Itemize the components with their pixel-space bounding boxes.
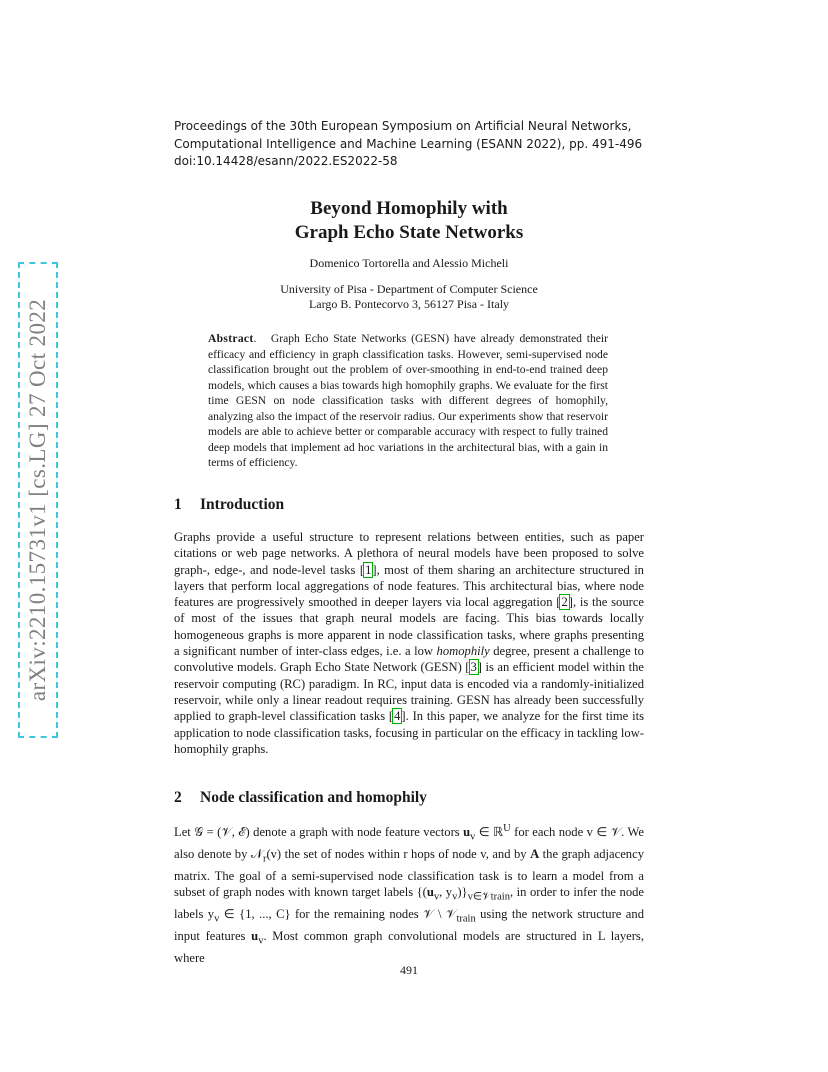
text-run: ∈ {1, ..., C} for the remaining nodes 𝒱 \ 𝒱 — [219, 906, 457, 921]
math-subscript: v — [258, 935, 264, 947]
math-subscript: v — [470, 831, 476, 843]
emphasis: homophily — [436, 644, 490, 659]
math-subscript: train — [456, 913, 476, 925]
text-run: the graph adjacency matrix. The goal of a semi-supervised node classification task is to learn a model from a subset of graph nodes with known target labels {( — [174, 847, 644, 900]
text-run: Let 𝒢 = (𝒱, ℰ) denote a graph with node feature vectors — [174, 825, 464, 840]
affiliation-line-1: University of Pisa - Department of Computer Science — [280, 282, 538, 296]
arxiv-identifier: arXiv:2210.15731v1 [cs.LG] 27 Oct 2022 — [25, 298, 50, 702]
proceedings-line-1: Proceedings of the 30th European Symposium on Artificial Neural Networks, — [174, 119, 632, 133]
arxiv-stamp — [18, 262, 58, 738]
math-subscript: v — [214, 913, 220, 925]
text-run: , y — [439, 885, 453, 900]
text-run: using the network structure and input features — [174, 906, 644, 943]
proceedings-header — [174, 118, 644, 171]
section-number: 1 — [174, 496, 182, 513]
page-number: 491 — [400, 963, 418, 977]
title-line-1: Beyond Homophily with — [310, 198, 508, 219]
text-run: )} — [457, 885, 468, 900]
text-run: , most of them sharing an architecture structured in layers that perform local aggregations of node features. This architectural bias, where node features are progressively smoothed in deeper layers via local aggregation — [174, 562, 644, 610]
section-heading-introduction — [174, 496, 284, 514]
abstract — [208, 331, 608, 471]
authors: Domenico Tortorella and Alessio Micheli — [309, 256, 509, 270]
math-subscript: v — [452, 891, 458, 903]
math-subscript: v — [433, 891, 440, 903]
math-symbol: A — [530, 847, 540, 861]
math-symbol: u — [426, 885, 434, 900]
text-run: , is the source of most of the issues that graph neural models are facing. This bias towards locally homogeneous graphs is more apparent in node classification tasks, where graphs presenting a significant number of inter-class edges, i.e. a low — [174, 595, 644, 659]
section-number: 2 — [174, 789, 182, 806]
text-run: (v) the set of nodes within r hops of node v, and by — [266, 847, 531, 861]
text-run: . In this paper, we analyze for the first time its application to node classification tasks, focusing in particular on the efficacy in tackling low-homophily graphs. — [174, 709, 644, 756]
text-run: is an efficient model within the reservoir computing (RC) paradigm. In RC, input data is encoded via a randomly-initialized reservoir, while only a linear readout requires training. GESN has already been successfully applied to graph-level classification tasks — [174, 660, 644, 724]
citation-link[interactable]: 3 — [470, 660, 477, 675]
section-title: Node classification and homophily — [200, 789, 427, 806]
section-title: Introduction — [200, 496, 285, 513]
citation-link[interactable]: 1 — [365, 562, 372, 577]
title-line-2: Graph Echo State Networks — [294, 222, 524, 243]
math-superscript: U — [503, 823, 511, 834]
section-heading-node-classification — [174, 789, 427, 807]
doi-line: doi:10.14428/esann/2022.ES2022-58 — [174, 154, 398, 168]
citation-link[interactable]: 4 — [394, 709, 401, 724]
paragraph — [174, 821, 644, 966]
text-run: , in order to infer the node labels y — [174, 885, 645, 921]
text-run: Graphs provide a useful structure to represent relations between entities, such as paper citations or web page networks. A plethora of neural models have been proposed to solve graph-, edge-, and node-level tasks — [174, 530, 644, 577]
citation-link[interactable]: 2 — [561, 595, 568, 610]
abstract-text: Graph Echo State Networks (GESN) have already demonstrated their efficacy and efficiency in graph classification tasks. However, semi-supervised node classification brought out the problem of over-smoothing in end-to-end trained deep models, which causes a bias towards high homophily graphs. We evaluate for the first time GESN on node classification tasks with different degrees of homophily, analyzing also the impact of the reservoir radius. Our experiments show that reservoir models are able to achieve better or comparable accuracy with respect to fully trained deep models that implement ad hoc variations in the architectural bias, with a gain in terms of efficiency. — [208, 332, 608, 469]
abstract-label-period: . — [253, 332, 271, 345]
proceedings-line-2: Computational Intelligence and Machine Learning (ESANN 2022), pp. 491-496 — [174, 136, 643, 151]
math-symbol: u — [251, 928, 259, 943]
paper-title — [174, 197, 644, 245]
abstract-label: Abstract — [208, 332, 254, 345]
paragraph: Graphs provide a useful structure to represent relations between entities, such as paper citations or web page networks. A plethora of neural models have been proposed to solve graph-, edge-, and node-level tasks [1], most of them sharing an architecture structured in layers that perform local aggregations of node features. This architectural bias, where node features are progressively smoothed in deeper layers via local aggregation [2], is the source of most of the issues that graph neural models are facing. This bias towards locally homogeneous graphs is more apparent in node classification tasks, where graphs presenting a significant number of inter-class edges, i.e. a low homophily degree, present a challenge to convolutive models. Graph Echo State Network (GESN) [3] is an efficient model within the reservoir computing (RC) paradigm. In RC, input data is encoded via a randomly-initialized reservoir, while only a linear readout requires training. GESN has already been successfully applied to graph-level classification tasks [4]. In this paper, we analyze for the first time its application to node classification tasks, focusing in particular on the efficacy in tackling low-homophily graphs. — [174, 530, 644, 756]
section-2-paragraph — [174, 821, 644, 966]
text-run: for each node v ∈ 𝒱. We also denote by 𝒩 — [174, 825, 644, 861]
affiliation-line-2: Largo B. Pontecorvo 3, 56127 Pisa - Italy — [308, 297, 510, 311]
introduction-paragraph — [174, 529, 644, 757]
math-subscript: r — [262, 853, 267, 865]
text-run: ∈ ℝ — [475, 825, 504, 840]
text-run: degree, present a challenge to convolutive models. Graph Echo State Network (GESN) — [174, 644, 644, 675]
math-symbol: u — [463, 825, 471, 840]
math-subscript: v∈𝒱train — [467, 891, 510, 903]
text-run: . Most common graph convolutional models are structured in L layers, where — [174, 928, 644, 965]
affiliation — [174, 282, 644, 312]
